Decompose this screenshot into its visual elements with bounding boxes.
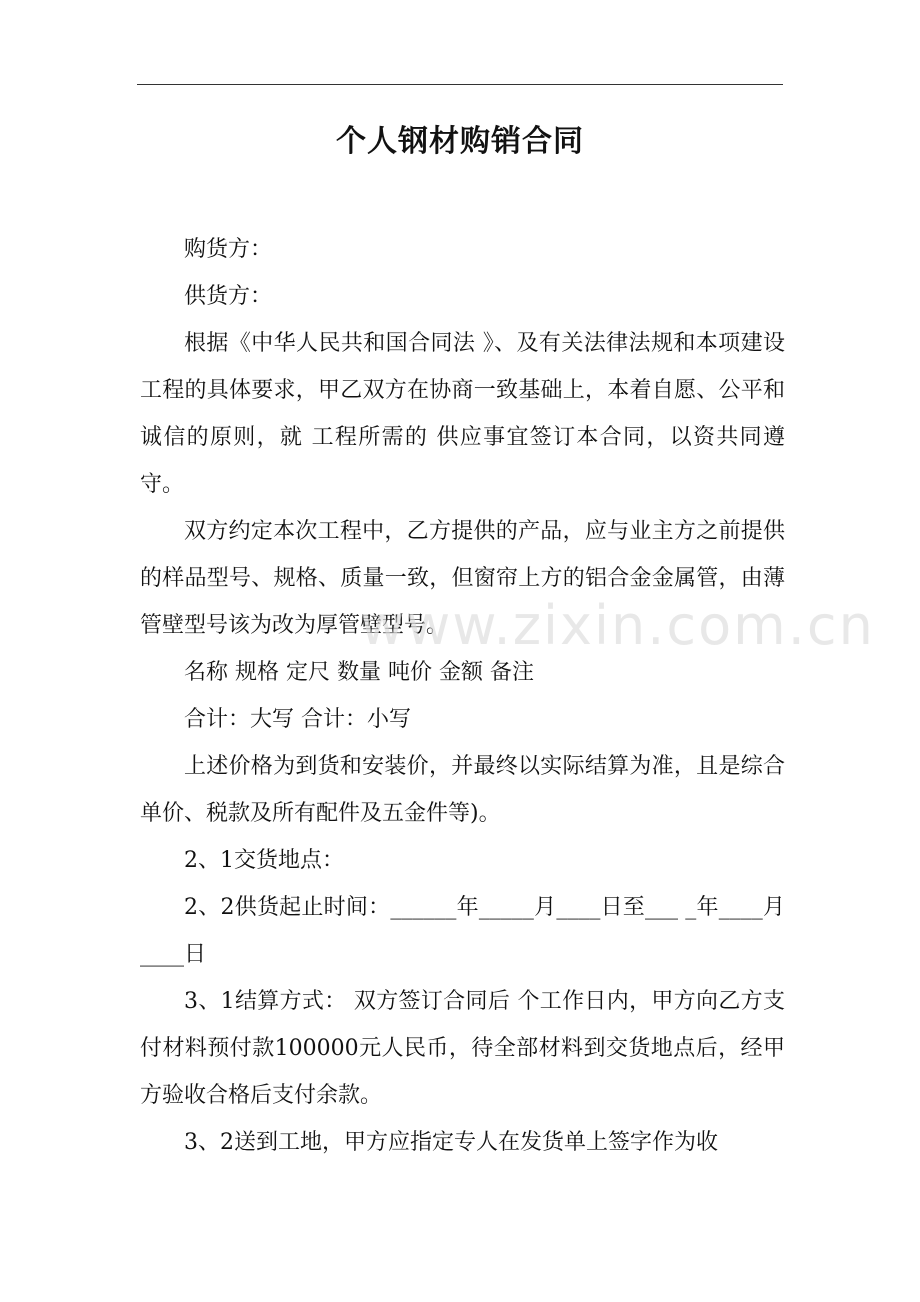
item-columns-line: 名称 规格 定尺 数量 吨价 金额 备注 bbox=[184, 660, 534, 685]
supplier-line: 供货方： bbox=[184, 284, 273, 309]
delivery-location-line: 2、1交货地点： bbox=[184, 848, 344, 873]
product-agreement-paragraph: 双方约定本次工程中，乙方提供的产品，应与业主方之前提供的样品型号、规格、质量一致，但窗帘上方的铝合金金属管，由薄管壁型号该为改为厚管壁型号。 bbox=[140, 519, 785, 638]
total-line: 合计：大写 合计：小写 bbox=[184, 707, 411, 732]
buyer-line: 购货方： bbox=[184, 237, 273, 262]
delivery-period-line: 2、2供货起止时间：______年_____月____日至___ _年____月____日 bbox=[140, 895, 785, 967]
page-title: 个人钢材购销合同 bbox=[336, 124, 584, 159]
header-rule bbox=[137, 84, 783, 85]
site-delivery-paragraph: 3、2送到工地，甲方应指定专人在发货单上签字作为收 bbox=[184, 1130, 718, 1155]
settlement-paragraph: 3、1结算方式： 双方签订合同后 个工作日内，甲方向乙方支付材料预付款100000元人民币，待全部材料到交货地点后，经甲方验收合格后支付余款。 bbox=[140, 989, 785, 1108]
watermark: www.zixin.com.cn bbox=[360, 594, 875, 657]
contract-body bbox=[140, 226, 785, 1166]
basis-paragraph: 根据《中华人民共和国合同法 》、及有关法律法规和本项建设工程的具体要求，甲乙双方在协商一致基础上，本着自愿、公平和诚信的原则，就 工程所需的 供应事宜签订本合同，以资共同遵守。 bbox=[140, 331, 785, 497]
price-note-paragraph: 上述价格为到货和安装价，并最终以实际结算为准，且是综合单价、税款及所有配件及五金件等)。 bbox=[140, 754, 785, 826]
